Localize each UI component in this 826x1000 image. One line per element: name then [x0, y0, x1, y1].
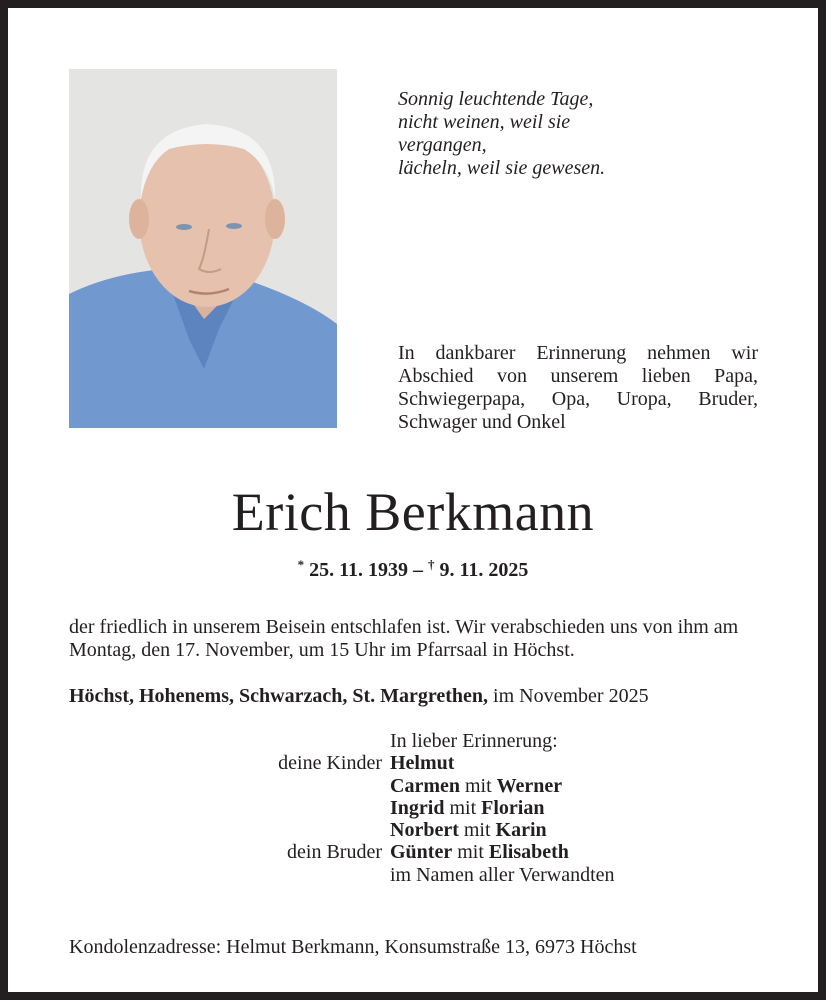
date-separator: –: [408, 559, 428, 581]
mourner-partner: Florian: [481, 796, 545, 819]
mourner-partner: Elisabeth: [488, 841, 569, 864]
death-date: 9. 11. 2025: [439, 559, 529, 581]
children-label: deine Kinder: [278, 752, 382, 775]
condolence-address: Kondolenzadresse: Helmut Berkmann, Konsumstraße 13, 6973 Höchst: [69, 936, 637, 958]
mourner-connector: mit: [444, 796, 482, 819]
mourner-name: Ingrid: [390, 796, 445, 819]
portrait-image-icon: [69, 69, 337, 428]
birth-symbol: *: [297, 557, 305, 572]
quote-line: vergangen,: [398, 134, 487, 156]
quote-line: Sonnig leuchtende Tage,: [398, 88, 594, 110]
mourner-row: [8, 775, 818, 797]
quote-line: nicht weinen, weil sie: [398, 111, 571, 133]
intro-text: In dankbarer Erinnerung nehmen wir Abschied von unserem lieben Papa, Schwiegerpapa, Opa, Uropa, Bruder, Schwager und Onkel: [398, 342, 758, 433]
mourners-heading-row: [8, 730, 818, 752]
memorial-quote: [398, 88, 605, 180]
mourner-partner: Karin: [495, 819, 547, 842]
mourners-heading: In lieber Erinnerung:: [390, 730, 558, 752]
places-date: im November 2025: [488, 685, 649, 707]
brother-label: dein Bruder: [287, 841, 382, 864]
mourner-row: [8, 819, 818, 841]
mourner-name: Norbert: [390, 819, 459, 842]
mourners-closing: im Namen aller Verwandten: [390, 863, 615, 886]
quote-line: lächeln, weil sie gewesen.: [398, 157, 606, 179]
mourner-connector: mit: [458, 819, 496, 842]
mourner-name: Carmen: [390, 774, 460, 797]
mourner-name: Helmut: [390, 752, 455, 775]
funeral-announcement: der friedlich in unserem Beisein entschlafen ist. Wir verabschieden uns von ihm am Montag, den 17. November, um 15 Uhr im Pfarrsaal in Höchst.: [69, 616, 739, 661]
death-symbol: †: [428, 557, 435, 572]
mourner-connector: mit: [459, 774, 497, 797]
mourner-row: [8, 841, 818, 863]
mourner-row: [8, 752, 818, 774]
mourner-name: Günter: [390, 841, 453, 864]
obituary-page: [8, 8, 818, 992]
mourner-row: [8, 797, 818, 819]
mourners-closing-row: [8, 864, 818, 886]
mourners-list: [8, 730, 818, 886]
mourner-partner: Werner: [496, 774, 563, 797]
places-list: Höchst, Hohenems, Schwarzach, St. Margrethen,: [69, 685, 489, 707]
deceased-name: Erich Berkmann: [231, 482, 595, 542]
life-dates: [0, 552, 826, 583]
portrait-photo: [69, 69, 337, 428]
mourner-connector: mit: [452, 841, 489, 864]
places-line: [69, 685, 649, 708]
birth-date: 25. 11. 1939: [309, 559, 408, 581]
